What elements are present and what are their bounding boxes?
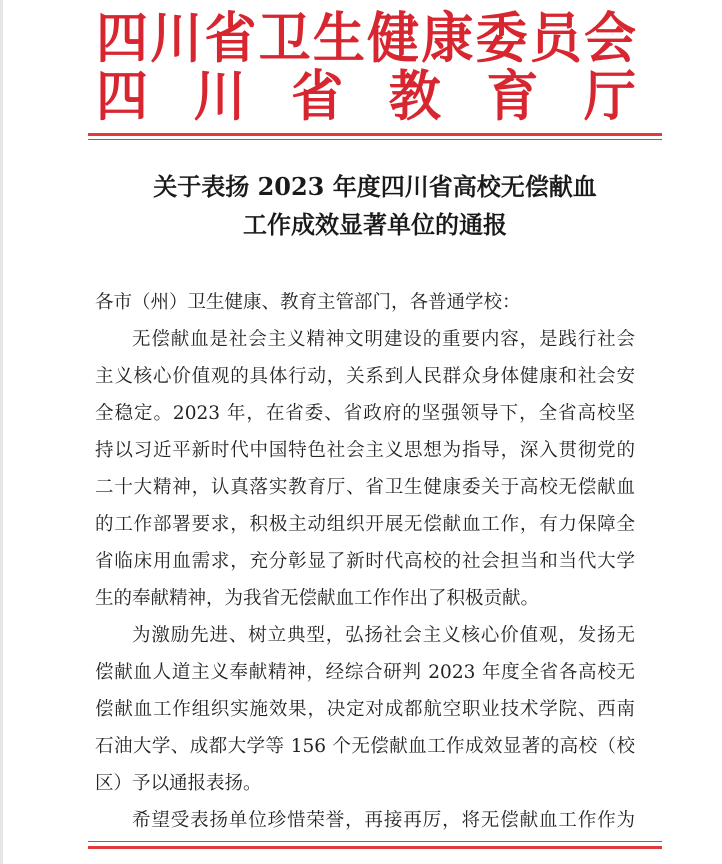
document-title-line-1: 关于表扬 2023 年度四川省高校无偿献血 bbox=[153, 172, 597, 201]
paragraph-2-line: 区）予以通报表扬。 bbox=[95, 773, 262, 794]
issuer-header-health-commission: 四川省卫生健康委员会 bbox=[96, 7, 636, 71]
page-edge bbox=[0, 0, 3, 864]
salutation: 各市（州）卫生健康、教育主管部门，各普通学校： bbox=[95, 292, 521, 313]
footer-divider-thick bbox=[88, 846, 662, 849]
paragraph-1-line: 全稳定。2023 年，在省委、省政府的坚强领导下，全省高校坚 bbox=[95, 403, 635, 424]
paragraph-2-line: 偿献血工作组织实施效果，决定对成都航空职业技术学院、西南 bbox=[95, 699, 635, 720]
paragraph-2-line: 为激励先进、树立典型，弘扬社会主义核心价值观，发扬无 bbox=[132, 625, 635, 646]
header-divider-thin bbox=[88, 139, 662, 140]
paragraph-2-line: 偿献血人道主义奉献精神，经综合研判 2023 年度全省各高校无 bbox=[95, 662, 635, 683]
paragraph-1-line: 的工作部署要求，积极主动组织开展无偿献血工作，有力保障全 bbox=[95, 514, 635, 535]
header-divider-thick bbox=[88, 133, 662, 136]
issuer-header-education-dept: 四 川 省 教 育 厅 bbox=[96, 65, 636, 129]
footer-divider-thin bbox=[88, 841, 662, 842]
paragraph-1-line: 生的奉献精神，为我省无偿献血工作作出了积极贡献。 bbox=[95, 588, 540, 609]
paragraph-1-line: 二十大精神，认真落实教育厅、省卫生健康委关于高校无偿献血 bbox=[95, 477, 635, 498]
paragraph-1-line: 持以习近平新时代中国特色社会主义思想为指导，深入贯彻党的 bbox=[95, 440, 635, 461]
paragraph-1-line: 无偿献血是社会主义精神文明建设的重要内容，是践行社会 bbox=[132, 329, 635, 350]
paragraph-1-line: 主义核心价值观的具体行动，关系到人民群众身体健康和社会安 bbox=[95, 366, 635, 387]
paragraph-3-line: 希望受表扬单位珍惜荣誉，再接再厉，将无偿献血工作作为 bbox=[132, 810, 635, 831]
paragraph-1-line: 省临床用血需求，充分彰显了新时代高校的社会担当和当代大学 bbox=[95, 551, 635, 572]
document-title-line-2: 工作成效显著单位的通报 bbox=[243, 210, 507, 239]
paragraph-2-line: 石油大学、成都大学等 156 个无偿献血工作成效显著的高校（校 bbox=[95, 736, 635, 757]
